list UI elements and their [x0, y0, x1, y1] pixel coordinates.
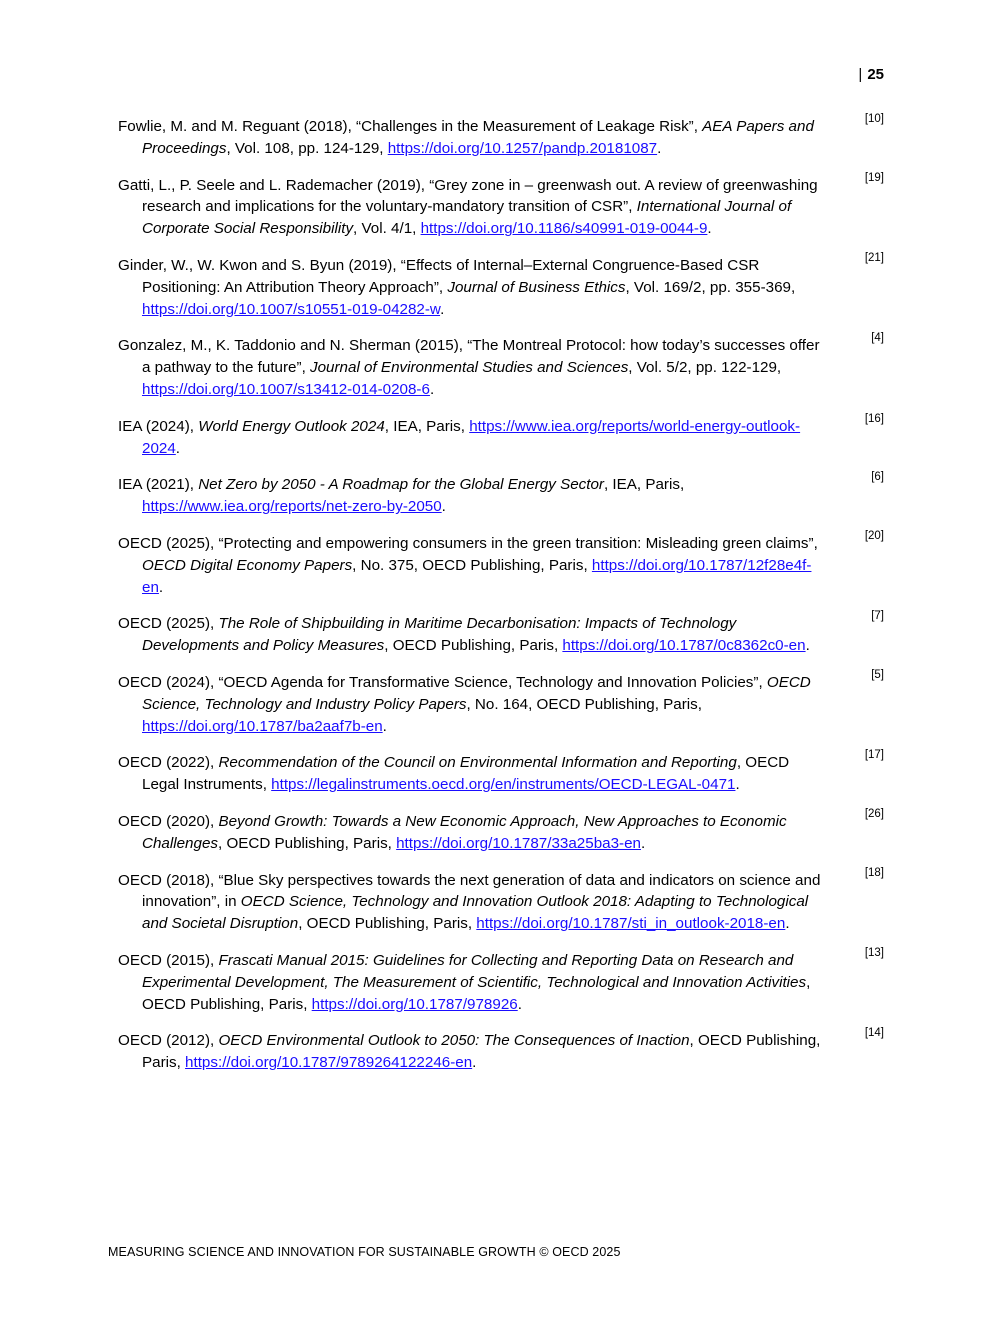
reference-link[interactable]: https://doi.org/10.1257/pandp.20181087 — [387, 139, 658, 157]
page-number-value: 25 — [867, 66, 884, 83]
reference-tag: [10] — [864, 113, 884, 125]
reference-link[interactable]: https://doi.org/10.1787/33a25ba3-en — [396, 834, 641, 852]
reference-link[interactable]: https://doi.org/10.1186/s40991-019-0044-9 — [420, 220, 708, 238]
reference-text: OECD (2018), “Blue Sky perspectives towards the next generation of data and indicators on science and innovation”, in OECD Science, Technology and Innovation Outlook 2018: Adapting to Technological and Societal Disruption, OECD Publishing, Paris, https://doi.org/10.1787/sti_in_outlook-2018-en. — [118, 871, 821, 933]
reference-item — [118, 251, 884, 320]
reference-text: Gatti, L., P. Seele and L. Rademacher (2019), “Grey zone in – greenwash out. A review of greenwashing research and implications for the voluntary-mandatory transition of CSR”, International Journal of Corporate Social Responsibility, Vol. 4/1, https://doi.org/10.1186/s40991-019-0044-9. — [118, 176, 818, 238]
reference-link[interactable]: https://doi.org/10.1787/9789264122246-en — [185, 1054, 473, 1072]
reference-text: OECD (2015), Frascati Manual 2015: Guidelines for Collecting and Reporting Data on Research and Experimental Development, The Measurement of Scientific, Technological and Innovation Activities, OECD Publishing, Paris, https://doi.org/10.1787/978926. — [118, 951, 811, 1013]
reference-text: Ginder, W., W. Kwon and S. Byun (2019), “Effects of Internal–External Congruence-Based CSR Positioning: An Attribution Theory Approach”, Journal of Business Ethics, Vol. 169/2, pp. 355-369, https://doi.org/10.1007/s10551-019-04282-w. — [118, 256, 796, 318]
page-footer: MEASURING SCIENCE AND INNOVATION FOR SUSTAINABLE GROWTH © OECD 2025 — [108, 1245, 621, 1259]
reference-link[interactable]: https://doi.org/10.1787/ba2aaf7b-en — [142, 717, 383, 735]
reference-link[interactable]: https://doi.org/10.1007/s10551-019-04282-w — [142, 300, 441, 318]
reference-text: IEA (2021), Net Zero by 2050 - A Roadmap for the Global Energy Sector, IEA, Paris, https://www.iea.org/reports/net-zero-by-2050. — [118, 476, 685, 516]
reference-tag: [4] — [871, 332, 884, 345]
reference-tag: [17] — [864, 749, 884, 762]
reference-link[interactable]: https://doi.org/10.1787/0c8362c0-en — [562, 637, 806, 655]
reference-link[interactable]: https://doi.org/10.1007/s13412-014-0208-6 — [142, 380, 430, 398]
reference-tag: [16] — [864, 412, 884, 425]
reference-text: OECD (2022), Recommendation of the Council on Environmental Information and Reporting, OECD Legal Instruments, https://legalinstruments.oecd.org/en/instruments/OECD-LEGAL-0471. — [118, 754, 790, 794]
reference-link[interactable]: https://www.iea.org/reports/net-zero-by-2050 — [142, 498, 442, 516]
reference-item — [118, 412, 884, 460]
reference-item — [118, 668, 884, 737]
reference-tag: [19] — [864, 171, 884, 184]
reference-item — [118, 171, 884, 240]
reference-item — [118, 1027, 884, 1074]
reference-item — [118, 807, 884, 855]
reference-tag: [5] — [871, 668, 884, 681]
reference-text: Gonzalez, M., K. Taddonio and N. Sherman (2015), “The Montreal Protocol: how today’s successes offer a pathway to the future”, Journal of Environmental Studies and Sciences, Vol. 5/2, pp. 122-129, https://doi.org/10.1007/s13412-014-0208-6. — [118, 337, 820, 398]
reference-item — [118, 529, 884, 598]
reference-tag: [21] — [864, 251, 884, 264]
reference-item — [118, 113, 884, 160]
reference-item — [118, 332, 884, 400]
reference-link[interactable]: https://legalinstruments.oecd.org/en/instruments/OECD-LEGAL-0471 — [271, 776, 736, 794]
reference-text: IEA (2024), World Energy Outlook 2024, IEA, Paris, https://www.iea.org/reports/world-energy-outlook-2024. — [118, 417, 801, 457]
reference-item — [118, 610, 884, 657]
reference-tag: [18] — [864, 866, 884, 879]
reference-tag: [14] — [864, 1027, 884, 1040]
reference-list — [118, 113, 884, 1089]
reference-text: OECD (2025), The Role of Shipbuilding in Maritime Decarbonisation: Impacts of Technology Developments and Policy Measures, OECD Publishing, Paris, https://doi.org/10.1787/0c8362c0-en. — [118, 615, 810, 655]
reference-tag: [20] — [864, 529, 884, 542]
reference-tag: [26] — [864, 807, 884, 820]
reference-item — [118, 866, 884, 935]
page-number — [858, 66, 884, 83]
reference-tag: [7] — [871, 610, 884, 623]
reference-link[interactable]: https://doi.org/10.1787/978926 — [311, 995, 518, 1013]
reference-item — [118, 471, 884, 518]
page-number-divider: | — [858, 66, 863, 83]
reference-link[interactable]: https://www.iea.org/reports/world-energy-outlook-2024 — [142, 417, 801, 457]
reference-text: OECD (2012), OECD Environmental Outlook to 2050: The Consequences of Inaction, OECD Publishing, Paris, https://doi.org/10.1787/9789264122246-en. — [118, 1032, 821, 1072]
reference-item — [118, 749, 884, 796]
reference-text: OECD (2024), “OECD Agenda for Transformative Science, Technology and Innovation Policies”, OECD Science, Technology and Industry Policy Papers, No. 164, OECD Publishing, Paris, https://doi.org/10.1787/ba2aaf7b-en. — [118, 673, 811, 735]
reference-item — [118, 946, 884, 1015]
reference-text: OECD (2025), “Protecting and empowering consumers in the green transition: Misleading green claims”, OECD Digital Economy Papers, No. 375, OECD Publishing, Paris, https://doi.org/10.1787/12f28e4f-en. — [118, 534, 818, 596]
reference-tag: [13] — [864, 946, 884, 959]
reference-link[interactable]: https://doi.org/10.1787/sti_in_outlook-2018-en — [476, 915, 786, 933]
reference-link[interactable]: https://doi.org/10.1787/12f28e4f-en — [142, 556, 812, 596]
reference-tag: [6] — [871, 471, 884, 484]
reference-text: Fowlie, M. and M. Reguant (2018), “Challenges in the Measurement of Leakage Risk”, AEA Papers and Proceedings, Vol. 108, pp. 124-129, https://doi.org/10.1257/pandp.20181087. — [118, 118, 814, 157]
reference-text: OECD (2020), Beyond Growth: Towards a New Economic Approach, New Approaches to Economic Challenges, OECD Publishing, Paris, https://doi.org/10.1787/33a25ba3-en. — [118, 812, 787, 852]
